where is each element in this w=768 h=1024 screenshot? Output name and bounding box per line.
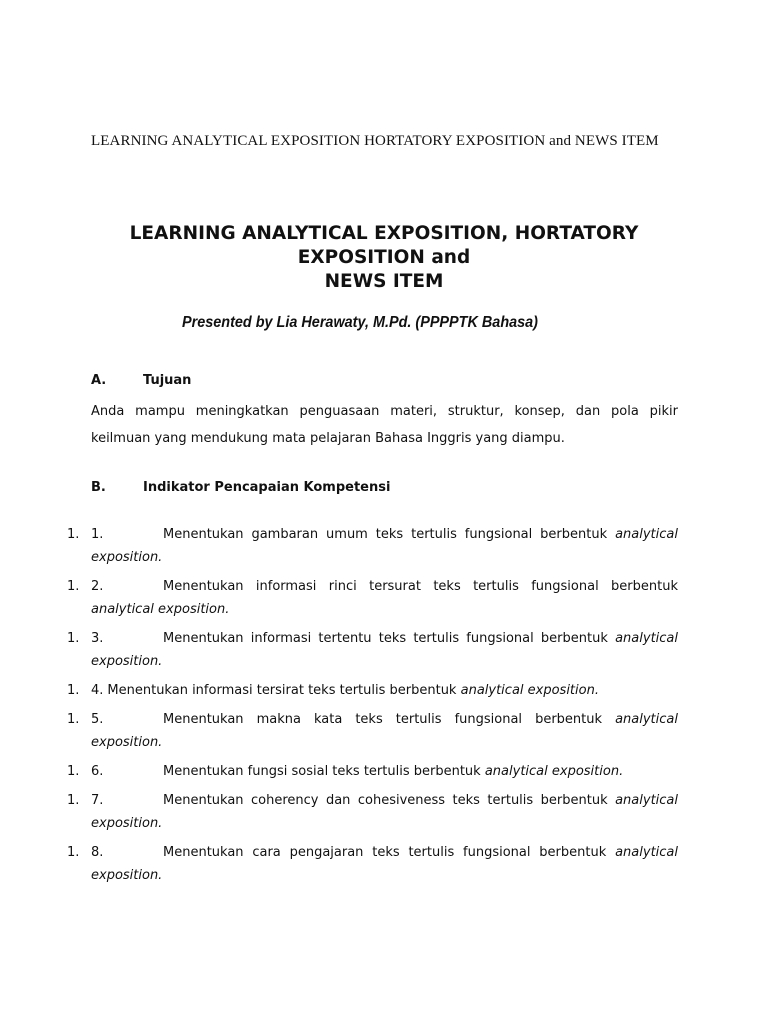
section-a-letter: A. (91, 373, 107, 388)
indicator-number: 5. (91, 712, 104, 727)
indicator-number: 7. (91, 793, 104, 808)
indicator-item-1 (0, 523, 768, 569)
indicator-emphasis: analytical exposition. (91, 602, 230, 617)
indicator-outer-number: 1. (67, 683, 80, 698)
indicator-emphasis: analytical exposition. (91, 793, 679, 831)
indicator-number: 4. (91, 683, 104, 698)
indicator-item-2 (0, 575, 768, 621)
section-b-letter: B. (91, 480, 106, 495)
indicator-item-7 (0, 789, 768, 835)
indicator-emphasis: analytical exposition. (460, 683, 599, 698)
indicator-emphasis: analytical exposition. (91, 845, 679, 883)
section-b-title: Indikator Pencapaian Kompetensi (143, 480, 391, 495)
indicator-text: Menentukan informasi rinci tersurat teks tertulis fungsional berbentuk (163, 579, 678, 594)
indicator-body (91, 760, 678, 783)
main-title-line-1: LEARNING ANALYTICAL EXPOSITION, HORTATORY (129, 223, 639, 244)
indicator-item-3 (0, 627, 768, 673)
indicator-outer-number: 1. (67, 527, 80, 542)
indicator-number: 1. (91, 527, 104, 542)
indicator-body (91, 575, 678, 621)
indicator-emphasis: analytical exposition. (91, 712, 678, 750)
indicator-body (91, 679, 678, 702)
indicator-text: Menentukan fungsi sosial teks tertulis berbentuk (163, 764, 481, 779)
indicator-text: Menentukan coherency dan cohesiveness teks tertulis berbentuk (163, 793, 608, 808)
indicator-text: Menentukan cara pengajaran teks tertulis fungsional berbentuk (163, 845, 607, 860)
main-title (80, 222, 688, 294)
section-a-paragraph: Anda mampu meningkatkan penguasaan materi, struktur, konsep, dan pola pikir keilmuan yang mendukung mata pelajaran Bahasa Inggris yang diampu. (91, 404, 678, 446)
indicator-text: Menentukan informasi tersirat teks tertulis berbentuk (107, 683, 457, 698)
indicator-emphasis: analytical exposition. (91, 631, 679, 669)
main-title-line-3: NEWS ITEM (324, 271, 444, 292)
indicator-outer-number: 1. (67, 631, 80, 646)
indicator-outer-number: 1. (67, 845, 80, 860)
indicator-text: Menentukan makna kata teks tertulis fungsional berbentuk (163, 712, 603, 727)
indicator-number: 6. (91, 764, 104, 779)
indicator-number: 3. (91, 631, 104, 646)
section-a-title: Tujuan (143, 373, 192, 388)
indicator-item-6 (0, 760, 768, 783)
indicator-body (91, 523, 678, 569)
indicator-text: Menentukan gambaran umum teks tertulis fungsional berbentuk (163, 527, 608, 542)
indicator-number: 2. (91, 579, 104, 594)
indicator-body (91, 841, 678, 887)
indicator-item-4 (0, 679, 768, 702)
section-a-heading (91, 372, 191, 390)
indicator-number: 8. (91, 845, 104, 860)
main-title-line-2: EXPOSITION and (297, 247, 471, 268)
indicator-outer-number: 1. (67, 793, 80, 808)
indicator-body (91, 789, 678, 835)
indicator-emphasis: analytical exposition. (91, 527, 678, 565)
indicator-list (0, 523, 768, 893)
section-b-heading (91, 479, 390, 497)
presenter-line: Presented by Lia Herawaty, M.Pd. (PPPPTK Bahasa) (182, 314, 538, 331)
indicator-item-8 (0, 841, 768, 887)
document-top-title: LEARNING ANALYTICAL EXPOSITION HORTATORY EXPOSITION and NEWS ITEM (91, 133, 659, 149)
indicator-item-5 (0, 708, 768, 754)
indicator-body (91, 708, 678, 754)
indicator-emphasis: analytical exposition. (484, 764, 624, 779)
indicator-text: Menentukan informasi tertentu teks tertulis fungsional berbentuk (163, 631, 608, 646)
indicator-outer-number: 1. (67, 579, 80, 594)
indicator-body (91, 627, 678, 673)
indicator-outer-number: 1. (67, 764, 80, 779)
indicator-outer-number: 1. (67, 712, 80, 727)
